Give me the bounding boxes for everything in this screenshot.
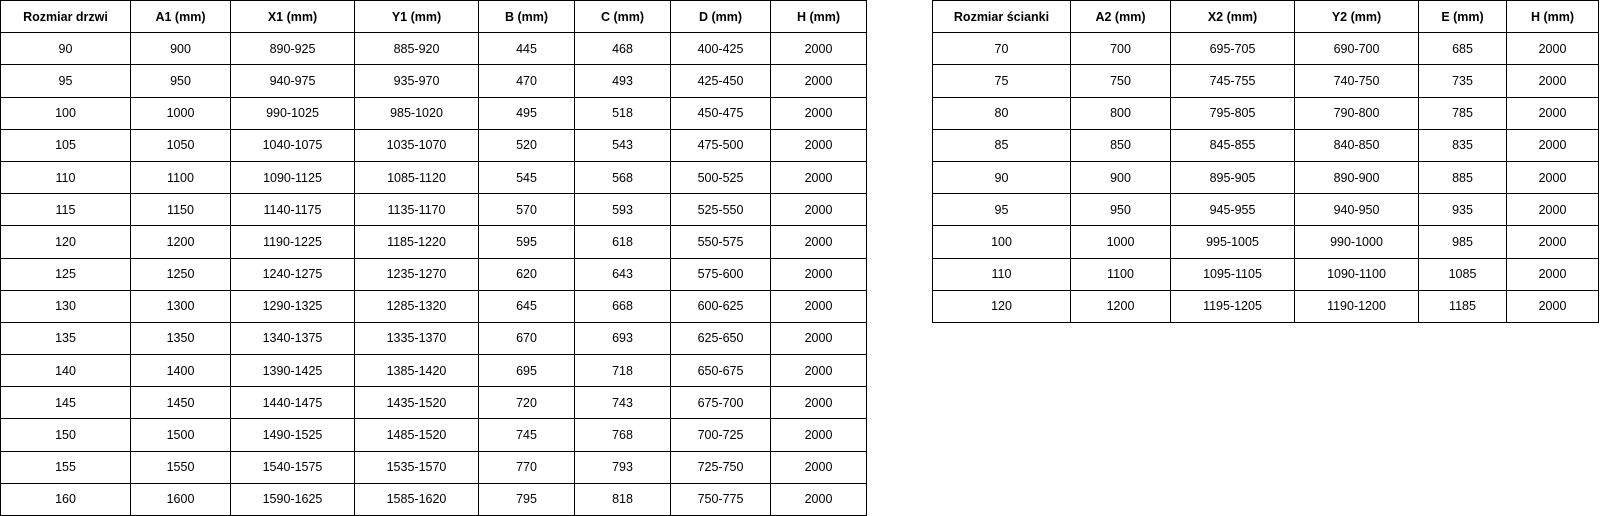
table-row	[1, 226, 867, 258]
cell: 1500	[131, 419, 231, 451]
cell: 85	[933, 129, 1071, 161]
cell: 1200	[131, 226, 231, 258]
cell: 850	[1071, 129, 1171, 161]
cell: 1000	[131, 97, 231, 129]
cell: 2000	[771, 258, 867, 290]
cell: 840-850	[1295, 129, 1419, 161]
cell: 1190-1200	[1295, 290, 1419, 322]
cell: 620	[479, 258, 575, 290]
cell: 100	[933, 226, 1071, 258]
table-row	[1, 161, 867, 193]
column-header-e: E (mm)	[1419, 1, 1507, 33]
table-row	[933, 161, 1599, 193]
cell: 940-975	[231, 65, 355, 97]
cell: 770	[479, 451, 575, 483]
cell: 1540-1575	[231, 451, 355, 483]
cell: 1550	[131, 451, 231, 483]
cell: 2000	[771, 387, 867, 419]
table-header-row	[1, 1, 867, 33]
column-header-y2: Y2 (mm)	[1295, 1, 1419, 33]
cell: 475-500	[671, 129, 771, 161]
cell: 525-550	[671, 194, 771, 226]
cell: 1340-1375	[231, 322, 355, 354]
table-row	[933, 97, 1599, 129]
cell: 750	[1071, 65, 1171, 97]
cell: 740-750	[1295, 65, 1419, 97]
table-row	[1, 258, 867, 290]
cell: 2000	[1507, 33, 1599, 65]
cell: 1235-1270	[355, 258, 479, 290]
cell: 2000	[1507, 226, 1599, 258]
cell: 1335-1370	[355, 322, 479, 354]
cell: 2000	[771, 161, 867, 193]
table-row	[1, 194, 867, 226]
cell: 425-450	[671, 65, 771, 97]
cell: 2000	[1507, 194, 1599, 226]
column-header-b: B (mm)	[479, 1, 575, 33]
table-row	[933, 33, 1599, 65]
cell: 115	[1, 194, 131, 226]
cell: 2000	[1507, 161, 1599, 193]
column-header-a2: A2 (mm)	[1071, 1, 1171, 33]
cell: 468	[575, 33, 671, 65]
table-row	[933, 258, 1599, 290]
cell: 1590-1625	[231, 483, 355, 515]
cell: 2000	[1507, 97, 1599, 129]
cell: 675-700	[671, 387, 771, 419]
walls-dimensions-table	[932, 0, 1599, 323]
cell: 105	[1, 129, 131, 161]
cell: 1250	[131, 258, 231, 290]
cell: 70	[933, 33, 1071, 65]
cell: 90	[1, 33, 131, 65]
cell: 1285-1320	[355, 290, 479, 322]
cell: 1600	[131, 483, 231, 515]
table-row	[1, 483, 867, 515]
cell: 795	[479, 483, 575, 515]
walls-table-header	[933, 1, 1599, 33]
column-header-d: D (mm)	[671, 1, 771, 33]
cell: 1050	[131, 129, 231, 161]
column-header-x1: X1 (mm)	[231, 1, 355, 33]
cell: 935-970	[355, 65, 479, 97]
cell: 445	[479, 33, 575, 65]
cell: 945-955	[1171, 194, 1295, 226]
cell: 80	[933, 97, 1071, 129]
column-header-h: H (mm)	[771, 1, 867, 33]
cell: 895-905	[1171, 161, 1295, 193]
doors-table-body	[1, 33, 867, 516]
cell: 720	[479, 387, 575, 419]
cell: 1100	[131, 161, 231, 193]
cell: 690-700	[1295, 33, 1419, 65]
cell: 793	[575, 451, 671, 483]
cell: 2000	[771, 355, 867, 387]
cell: 2000	[771, 194, 867, 226]
cell: 1190-1225	[231, 226, 355, 258]
cell: 2000	[771, 483, 867, 515]
table-row	[1, 97, 867, 129]
cell: 593	[575, 194, 671, 226]
cell: 643	[575, 258, 671, 290]
cell: 790-800	[1295, 97, 1419, 129]
cell: 1200	[1071, 290, 1171, 322]
cell: 1435-1520	[355, 387, 479, 419]
table-row	[1, 129, 867, 161]
cell: 1350	[131, 322, 231, 354]
cell: 600-625	[671, 290, 771, 322]
cell: 160	[1, 483, 131, 515]
cell: 935	[1419, 194, 1507, 226]
cell: 1150	[131, 194, 231, 226]
cell: 400-425	[671, 33, 771, 65]
walls-dimensions-table-container	[932, 0, 1599, 323]
table-row	[1, 355, 867, 387]
cell: 695-705	[1171, 33, 1295, 65]
cell: 1000	[1071, 226, 1171, 258]
cell: 743	[575, 387, 671, 419]
table-row	[1, 387, 867, 419]
cell: 1095-1105	[1171, 258, 1295, 290]
cell: 1135-1170	[355, 194, 479, 226]
cell: 130	[1, 290, 131, 322]
doors-table-header	[1, 1, 867, 33]
cell: 2000	[771, 33, 867, 65]
cell: 1290-1325	[231, 290, 355, 322]
cell: 550-575	[671, 226, 771, 258]
column-header-x2: X2 (mm)	[1171, 1, 1295, 33]
cell: 700-725	[671, 419, 771, 451]
cell: 125	[1, 258, 131, 290]
table-row	[1, 451, 867, 483]
cell: 1585-1620	[355, 483, 479, 515]
cell: 695	[479, 355, 575, 387]
cell: 495	[479, 97, 575, 129]
column-header-c: C (mm)	[575, 1, 671, 33]
cell: 670	[479, 322, 575, 354]
table-row	[1, 419, 867, 451]
walls-table-body	[933, 33, 1599, 323]
cell: 568	[575, 161, 671, 193]
cell: 110	[1, 161, 131, 193]
cell: 1390-1425	[231, 355, 355, 387]
cell: 950	[131, 65, 231, 97]
cell: 693	[575, 322, 671, 354]
cell: 668	[575, 290, 671, 322]
cell: 685	[1419, 33, 1507, 65]
cell: 1100	[1071, 258, 1171, 290]
cell: 725-750	[671, 451, 771, 483]
column-header-door-size: Rozmiar drzwi	[1, 1, 131, 33]
cell: 768	[575, 419, 671, 451]
cell: 1185-1220	[355, 226, 479, 258]
cell: 618	[575, 226, 671, 258]
cell: 2000	[771, 290, 867, 322]
cell: 140	[1, 355, 131, 387]
cell: 2000	[771, 226, 867, 258]
cell: 940-950	[1295, 194, 1419, 226]
table-header-row	[933, 1, 1599, 33]
cell: 1085-1120	[355, 161, 479, 193]
cell: 2000	[1507, 129, 1599, 161]
cell: 735	[1419, 65, 1507, 97]
table-row	[1, 322, 867, 354]
cell: 2000	[771, 65, 867, 97]
cell: 835	[1419, 129, 1507, 161]
cell: 1450	[131, 387, 231, 419]
cell: 450-475	[671, 97, 771, 129]
cell: 2000	[1507, 258, 1599, 290]
cell: 1140-1175	[231, 194, 355, 226]
cell: 1385-1420	[355, 355, 479, 387]
cell: 950	[1071, 194, 1171, 226]
cell: 95	[933, 194, 1071, 226]
cell: 785	[1419, 97, 1507, 129]
table-row	[933, 226, 1599, 258]
cell: 135	[1, 322, 131, 354]
cell: 575-600	[671, 258, 771, 290]
cell: 985	[1419, 226, 1507, 258]
cell: 718	[575, 355, 671, 387]
column-header-a1: A1 (mm)	[131, 1, 231, 33]
cell: 1040-1075	[231, 129, 355, 161]
cell: 1535-1570	[355, 451, 479, 483]
cell: 1195-1205	[1171, 290, 1295, 322]
table-row	[1, 33, 867, 65]
cell: 2000	[771, 451, 867, 483]
cell: 1090-1100	[1295, 258, 1419, 290]
cell: 800	[1071, 97, 1171, 129]
cell: 90	[933, 161, 1071, 193]
cell: 885	[1419, 161, 1507, 193]
cell: 645	[479, 290, 575, 322]
cell: 1400	[131, 355, 231, 387]
cell: 145	[1, 387, 131, 419]
cell: 890-925	[231, 33, 355, 65]
cell: 2000	[771, 322, 867, 354]
cell: 2000	[771, 97, 867, 129]
cell: 520	[479, 129, 575, 161]
column-header-h: H (mm)	[1507, 1, 1599, 33]
table-row	[933, 290, 1599, 322]
cell: 990-1000	[1295, 226, 1419, 258]
cell: 990-1025	[231, 97, 355, 129]
cell: 500-525	[671, 161, 771, 193]
table-row	[1, 290, 867, 322]
cell: 900	[131, 33, 231, 65]
cell: 650-675	[671, 355, 771, 387]
column-header-y1: Y1 (mm)	[355, 1, 479, 33]
cell: 885-920	[355, 33, 479, 65]
cell: 750-775	[671, 483, 771, 515]
cell: 543	[575, 129, 671, 161]
cell: 120	[1, 226, 131, 258]
cell: 1300	[131, 290, 231, 322]
cell: 155	[1, 451, 131, 483]
cell: 2000	[771, 419, 867, 451]
cell: 745	[479, 419, 575, 451]
cell: 95	[1, 65, 131, 97]
cell: 625-650	[671, 322, 771, 354]
table-row	[933, 194, 1599, 226]
table-row	[933, 65, 1599, 97]
cell: 150	[1, 419, 131, 451]
cell: 1090-1125	[231, 161, 355, 193]
cell: 745-755	[1171, 65, 1295, 97]
cell: 890-900	[1295, 161, 1419, 193]
cell: 1185	[1419, 290, 1507, 322]
cell: 995-1005	[1171, 226, 1295, 258]
cell: 845-855	[1171, 129, 1295, 161]
cell: 545	[479, 161, 575, 193]
cell: 1440-1475	[231, 387, 355, 419]
cell: 75	[933, 65, 1071, 97]
cell: 120	[933, 290, 1071, 322]
cell: 1035-1070	[355, 129, 479, 161]
cell: 2000	[1507, 65, 1599, 97]
cell: 1240-1275	[231, 258, 355, 290]
cell: 700	[1071, 33, 1171, 65]
cell: 518	[575, 97, 671, 129]
cell: 818	[575, 483, 671, 515]
column-header-wall-size: Rozmiar ścianki	[933, 1, 1071, 33]
table-row	[933, 129, 1599, 161]
cell: 110	[933, 258, 1071, 290]
cell: 795-805	[1171, 97, 1295, 129]
cell: 1485-1520	[355, 419, 479, 451]
cell: 1085	[1419, 258, 1507, 290]
cell: 595	[479, 226, 575, 258]
table-row	[1, 65, 867, 97]
cell: 900	[1071, 161, 1171, 193]
cell: 470	[479, 65, 575, 97]
cell: 1490-1525	[231, 419, 355, 451]
cell: 985-1020	[355, 97, 479, 129]
cell: 100	[1, 97, 131, 129]
cell: 2000	[771, 129, 867, 161]
cell: 493	[575, 65, 671, 97]
cell: 570	[479, 194, 575, 226]
cell: 2000	[1507, 290, 1599, 322]
